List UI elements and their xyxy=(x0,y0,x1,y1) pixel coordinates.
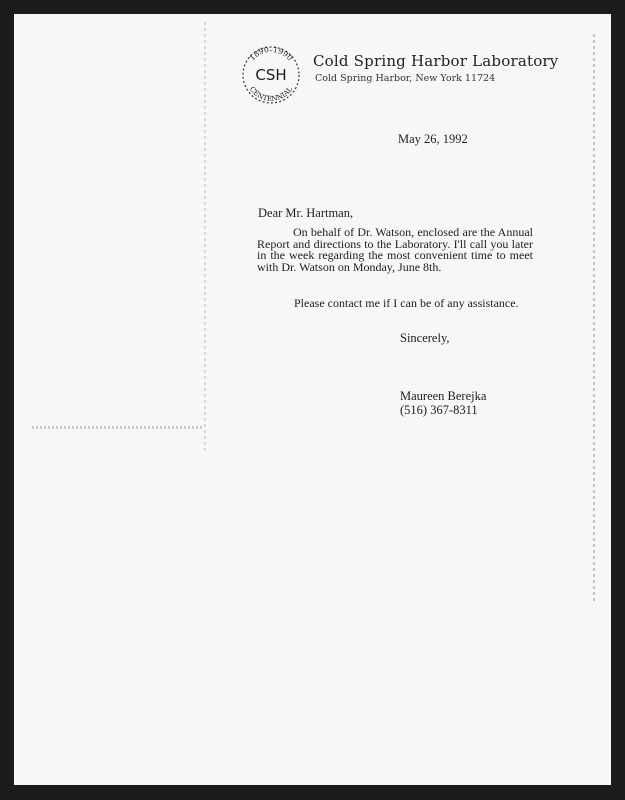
letter-salutation: Dear Mr. Hartman, xyxy=(258,206,354,220)
logo-years: 1890–1990 xyxy=(247,45,295,63)
signer-phone: (516) 367-8311 xyxy=(400,403,478,417)
csh-centennial-logo xyxy=(238,42,304,108)
signer-name: Maureen Berejka xyxy=(400,389,487,403)
scan-artifact-right-edge xyxy=(593,34,595,604)
letter-date: May 26, 1992 xyxy=(398,132,468,146)
letter-body-paragraph: On behalf of Dr. Watson, enclosed are the Annual Report and directions to the Laboratory. I'll call you later in the week regarding the most convenient time to meet with Dr. Watson on Monday, June 8th. xyxy=(257,225,533,274)
logo-monogram: CSH xyxy=(255,66,287,84)
organization-address: Cold Spring Harbor, New York 11724 xyxy=(315,73,496,84)
letter-sign-off: Sincerely, xyxy=(400,331,450,345)
logo-caption: CENTENNIAL xyxy=(247,85,295,104)
letter-closing-line: Please contact me if I can be of any assistance. xyxy=(294,296,519,310)
scan-artifact-horizontal xyxy=(32,426,204,429)
scan-artifact-left-fold xyxy=(204,22,206,452)
centennial-seal-icon xyxy=(238,42,304,108)
document-page xyxy=(14,14,611,785)
organization-name: Cold Spring Harbor Laboratory xyxy=(313,52,559,70)
